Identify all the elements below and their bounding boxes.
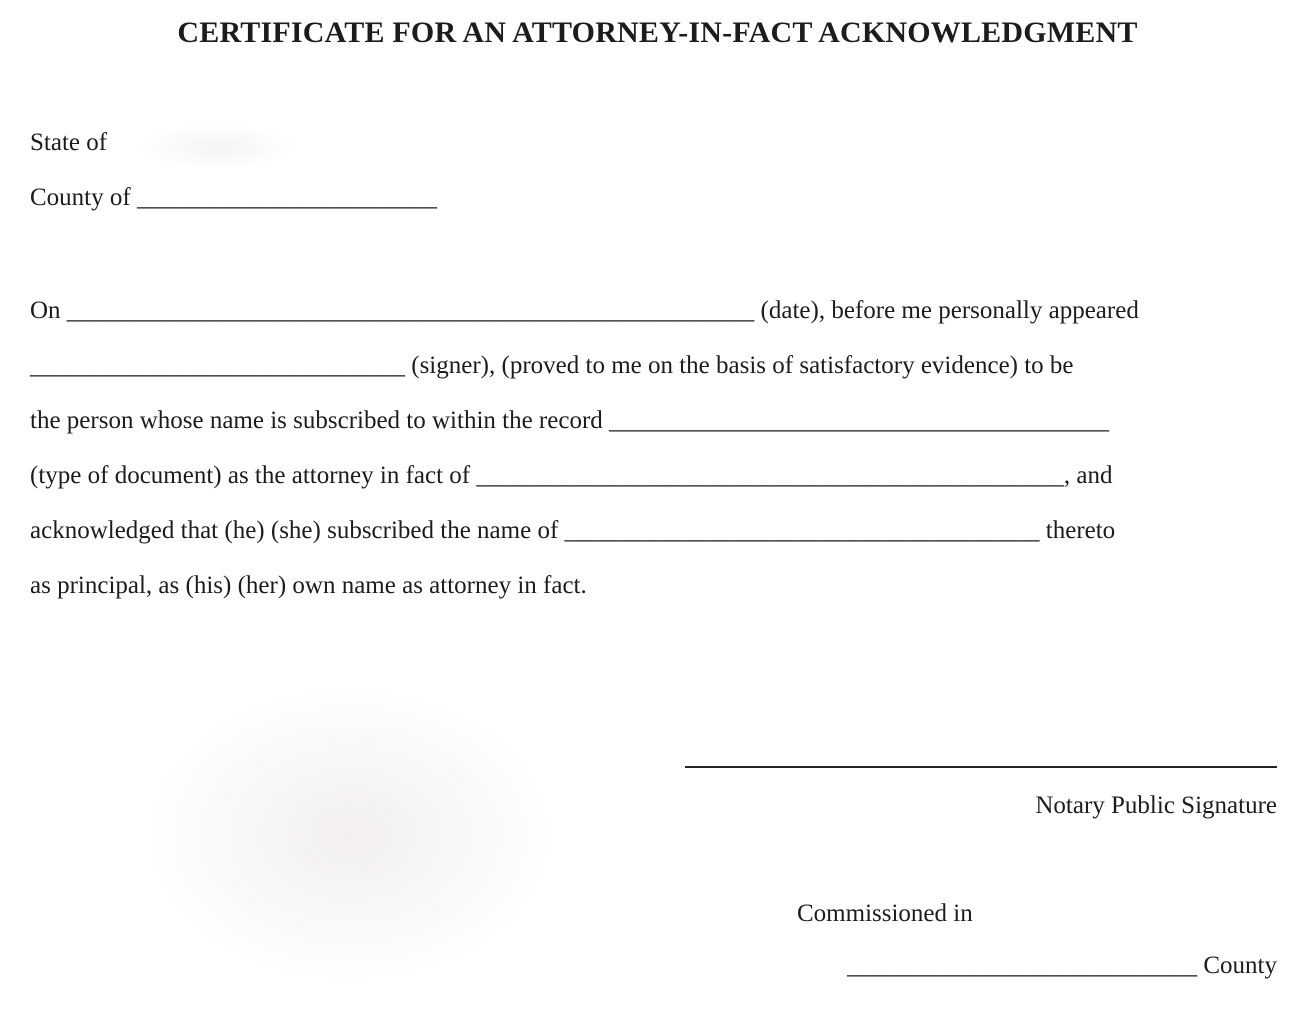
state-of-line: State of xyxy=(30,129,108,156)
county-of-line: County of ________________________ xyxy=(30,184,437,211)
paragraph-line-subscribed-name: acknowledged that (he) (she) subscribed the name of ______________________________________ thereto xyxy=(30,517,1116,544)
paragraph-line-principal: as principal, as (his) (her) own name as attorney in fact. xyxy=(30,572,587,599)
document-title: CERTIFICATE FOR AN ATTORNEY-IN-FACT ACKNOWLEDGMENT xyxy=(177,16,1138,49)
paragraph-line-signer: ______________________________ (signer), (proved to me on the basis of satisfactory evidence) to be xyxy=(30,352,1074,379)
commissioned-in-label: Commissioned in xyxy=(797,900,973,927)
paragraph-line-attorney-in-fact: (type of document) as the attorney in fact of _______________________________________________, and xyxy=(30,462,1113,489)
commission-county-line: ____________________________ County xyxy=(847,952,1277,979)
erased-notary-seal-mark xyxy=(150,690,550,980)
acknowledgment-paragraph xyxy=(30,283,1280,613)
erased-text-mark xyxy=(142,124,292,170)
notary-signature-label: Notary Public Signature xyxy=(1035,792,1277,819)
paragraph-line-date: On _______________________________________________________ (date), before me personally appeared xyxy=(30,297,1139,324)
paragraph-line-record: the person whose name is subscribed to within the record ________________________________________ xyxy=(30,407,1110,434)
notary-signature-line xyxy=(685,748,1277,768)
